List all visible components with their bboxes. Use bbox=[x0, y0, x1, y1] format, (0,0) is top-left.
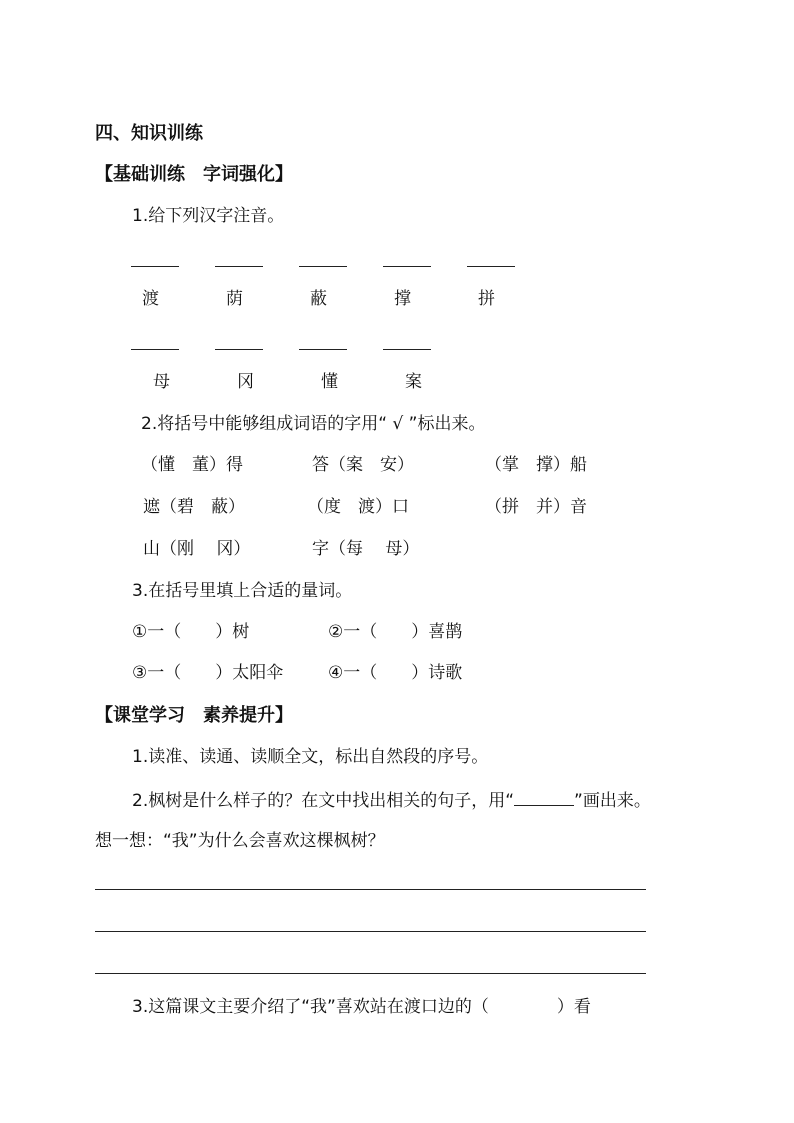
q3-instruction: 3.在括号里填上合适的量词。 bbox=[132, 581, 353, 601]
class-learning-header: 【课堂学习 素养提升】 bbox=[95, 705, 293, 726]
class-q3: 3.这篇课文主要介绍了“我”喜欢站在渡口边的（ ）看 bbox=[132, 997, 591, 1017]
pinyin-blank[interactable] bbox=[383, 349, 431, 350]
section-title: 四、知识训练 bbox=[95, 123, 203, 144]
pinyin-blank[interactable] bbox=[467, 266, 515, 267]
pinyin-blank[interactable] bbox=[131, 266, 179, 267]
character: 蔽 bbox=[310, 289, 327, 309]
character: 案 bbox=[405, 372, 422, 392]
measure-word-item: ④一（ ）诗歌 bbox=[328, 663, 463, 683]
class-q2-text-end: ”画出来。 bbox=[574, 791, 651, 811]
word-choice-item: （掌 撑）船 bbox=[485, 455, 587, 475]
character: 懂 bbox=[321, 372, 338, 392]
q1-instruction: 1.给下列汉字注音。 bbox=[132, 206, 285, 226]
word-choice-item: 字（每 母） bbox=[312, 539, 420, 559]
character: 渡 bbox=[142, 289, 159, 309]
underline-sample bbox=[514, 791, 574, 806]
class-q2 bbox=[132, 791, 651, 810]
character: 荫 bbox=[226, 289, 243, 309]
class-q2-text: 2.枫树是什么样子的？在文中找出相关的句子，用“ bbox=[132, 791, 515, 811]
pinyin-blank[interactable] bbox=[215, 266, 263, 267]
character: 冈 bbox=[237, 372, 254, 392]
class-q2-think: 想一想：“我”为什么会喜欢这棵枫树？ bbox=[95, 831, 385, 851]
pinyin-blank[interactable] bbox=[215, 349, 263, 350]
character: 拼 bbox=[478, 289, 495, 309]
word-choice-item: 遮（碧 蔽） bbox=[143, 497, 245, 517]
character: 撑 bbox=[394, 289, 411, 309]
measure-word-item: ②一（ ）喜鹊 bbox=[328, 622, 463, 642]
pinyin-blank[interactable] bbox=[131, 349, 179, 350]
measure-word-item: ③一（ ）太阳伞 bbox=[132, 663, 284, 683]
answer-line[interactable] bbox=[95, 931, 646, 932]
pinyin-blank[interactable] bbox=[383, 266, 431, 267]
basic-training-header: 【基础训练 字词强化】 bbox=[95, 164, 293, 185]
answer-line[interactable] bbox=[95, 889, 646, 890]
answer-line[interactable] bbox=[95, 973, 646, 974]
pinyin-blank[interactable] bbox=[299, 266, 347, 267]
pinyin-blank[interactable] bbox=[299, 349, 347, 350]
word-choice-item: （拼 并）音 bbox=[485, 497, 587, 517]
word-choice-item: 山（刚 冈） bbox=[143, 539, 251, 559]
q2-instruction: 2.将括号中能够组成词语的字用“ √ ”标出来。 bbox=[141, 414, 486, 434]
word-choice-item: （懂 董）得 bbox=[141, 455, 243, 475]
measure-word-item: ①一（ ）树 bbox=[132, 622, 250, 642]
character: 母 bbox=[153, 372, 170, 392]
class-q1: 1.读准、读通、读顺全文，标出自然段的序号。 bbox=[132, 747, 489, 767]
word-choice-item: （度 渡）口 bbox=[307, 497, 409, 517]
word-choice-item: 答（案 安） bbox=[312, 455, 414, 475]
